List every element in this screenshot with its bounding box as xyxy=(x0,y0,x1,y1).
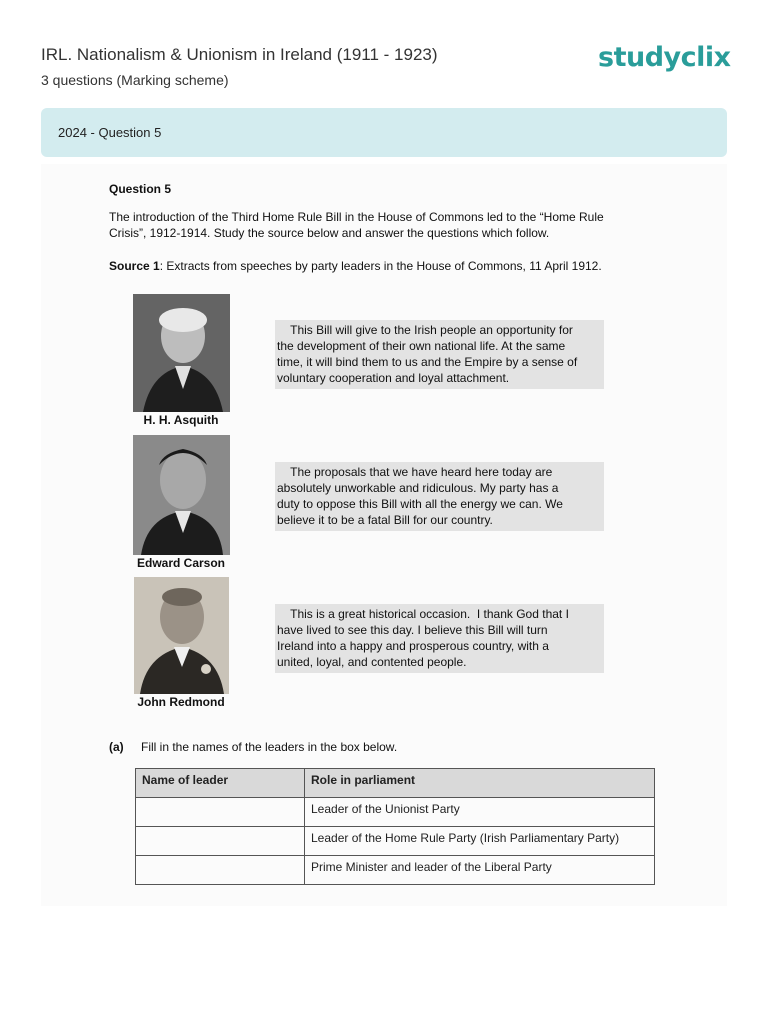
leaders-table xyxy=(135,768,655,885)
table-row xyxy=(136,856,655,885)
leader-role-cell: Leader of the Unionist Party xyxy=(305,798,655,827)
table-header-role: Role in parliament xyxy=(305,769,655,798)
asquith-quote: This Bill will give to the Irish people an opportunity for the development of their own national life. At the same time, it will bind them to us and the Empire by a sense of voluntary cooperation and loyal attachment. xyxy=(275,320,604,389)
carson-photo xyxy=(133,435,230,555)
part-a-label: (a) xyxy=(109,740,124,754)
source-text: : Extracts from speeches by party leaders in the House of Commons, 11 April 1912. xyxy=(159,259,602,273)
table-header-row xyxy=(136,769,655,798)
question-bar-label: 2024 - Question 5 xyxy=(58,125,162,140)
studyclix-logo[interactable]: studyclix xyxy=(598,42,731,73)
question-bar[interactable] xyxy=(41,108,727,157)
intro-line-1: The introduction of the Third Home Rule Bill in the House of Commons led to the “Home Rule xyxy=(109,210,604,224)
asquith-caption: H. H. Asquith xyxy=(143,413,219,427)
part-a-instruction: Fill in the names of the leaders in the box below. xyxy=(141,740,398,754)
carson-quote: The proposals that we have heard here today are absolutely unworkable and ridiculous. My party has a duty to oppose this Bill with all the energy we can. We believe it to be a fatal Bill for our country. xyxy=(275,462,604,531)
page-subtitle: 3 questions (Marking scheme) xyxy=(41,72,229,88)
leader-name-cell[interactable] xyxy=(136,827,305,856)
leader-role-cell: Prime Minister and leader of the Liberal Party xyxy=(305,856,655,885)
redmond-caption: John Redmond xyxy=(137,695,225,709)
source-label: Source 1 xyxy=(109,259,160,273)
carson-caption: Edward Carson xyxy=(136,556,226,570)
page-title: IRL. Nationalism & Unionism in Ireland (1911 - 1923) xyxy=(41,45,438,64)
asquith-photo xyxy=(133,294,230,412)
table-header-name: Name of leader xyxy=(136,769,305,798)
leader-name-cell[interactable] xyxy=(136,856,305,885)
leader-name-cell[interactable] xyxy=(136,798,305,827)
table-row xyxy=(136,798,655,827)
leader-role-cell: Leader of the Home Rule Party (Irish Parliamentary Party) xyxy=(305,827,655,856)
redmond-quote: This is a great historical occasion. I thank God that I have lived to see this day. I believe this Bill will turn Ireland into a happy and prosperous country, with a united, loyal, and contented people. xyxy=(275,604,604,673)
table-row xyxy=(136,827,655,856)
redmond-photo xyxy=(134,577,229,694)
question-heading: Question 5 xyxy=(109,182,172,196)
source-line xyxy=(109,258,602,274)
intro-line-2: Crisis”, 1912-1914. Study the source below and answer the questions which follow. xyxy=(109,226,550,240)
